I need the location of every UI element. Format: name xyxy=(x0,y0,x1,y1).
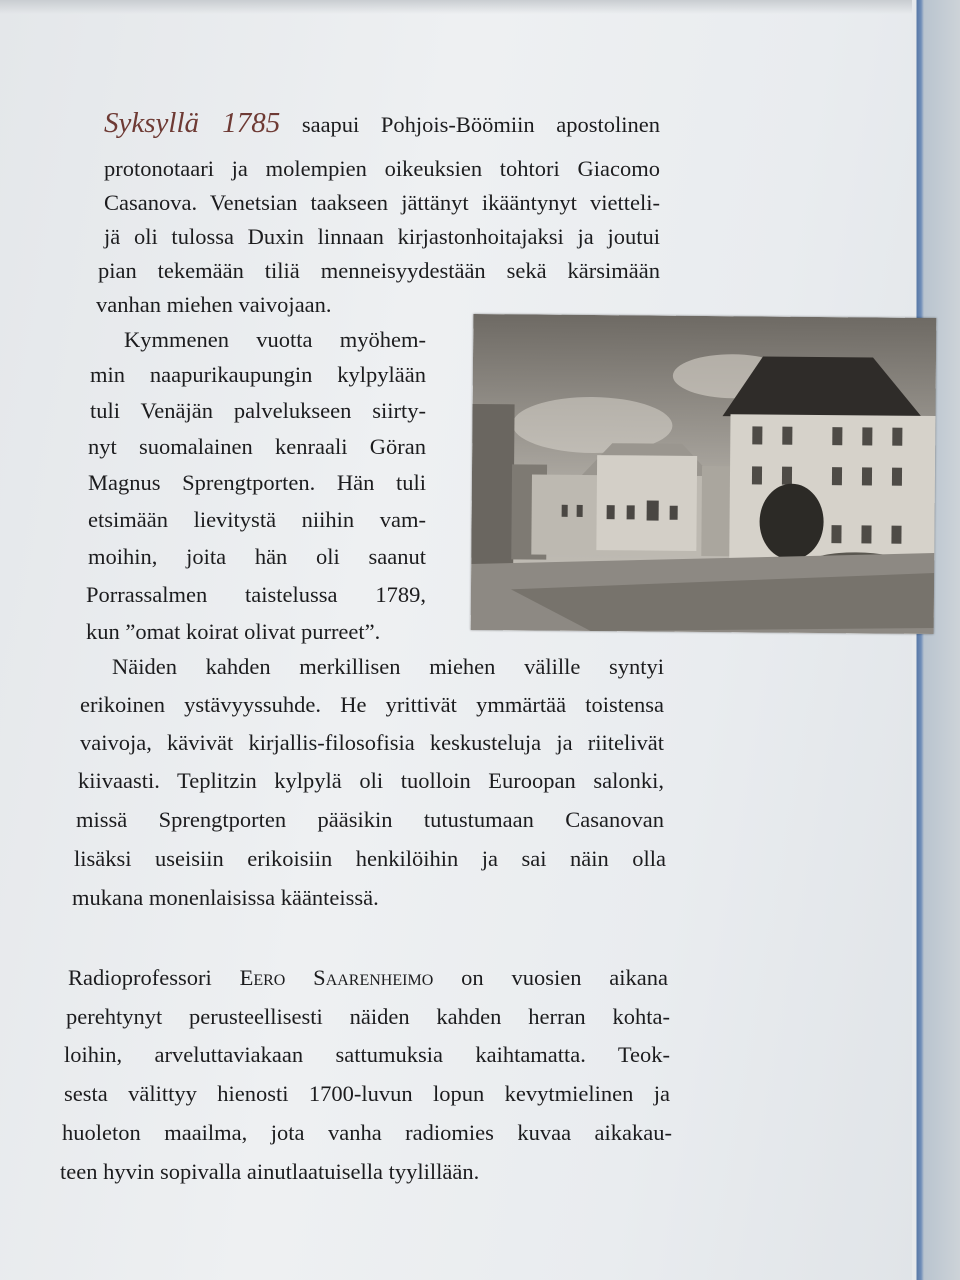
p4-line: loihin, arveluttaviakaan sattumuksia kaihtamatta. Teok- xyxy=(64,1042,670,1067)
p1-line: protonotaari ja molempien oikeuksien tohtori Giacomo xyxy=(104,156,660,181)
book-spine-edge xyxy=(912,0,960,1280)
text: on vuosien aikana xyxy=(461,965,669,990)
p2-line: Porrassalmen taistelussa 1789, xyxy=(86,582,426,607)
text: saapui Pohjois-Böömiin apostolinen xyxy=(301,112,660,137)
p3-line: lisäksi useisiin erikoisiin henkilöihin ja sai näin olla xyxy=(74,846,666,871)
p4-line: huoleton maailma, jota vanha radiomies kuvaa aikakau- xyxy=(62,1120,672,1145)
p4-line xyxy=(68,963,668,993)
p2-line: Kymmenen vuotta myöhem- xyxy=(124,327,426,352)
p2-line: nyt suomalainen kenraali Göran xyxy=(88,434,426,459)
top-shadow xyxy=(0,0,960,14)
p3-line: erikoinen ystävyyssuhde. He yrittivät ymmärtää toistensa xyxy=(80,692,664,717)
castle-photo xyxy=(471,314,937,634)
author-name: Eero Saarenheimo xyxy=(239,965,434,990)
p3-line: Näiden kahden merkillisen miehen välille syntyi xyxy=(112,654,664,679)
p4-line: perehtynyt perusteellisesti näiden kahden herran kohta- xyxy=(66,1004,670,1029)
p3-line: kiivaasti. Teplitzin kylpylä oli tuolloin Euroopan salonki, xyxy=(78,768,664,793)
p3-line: mukana monenlaisissa käänteissä. xyxy=(72,885,379,910)
p3-line: vaivoja, kävivät kirjallis-filosofisia keskusteluja ja riitelivät xyxy=(80,730,664,755)
castle-illustration xyxy=(471,314,937,634)
p3-line: missä Sprengtporten pääsikin tutustumaan Casanovan xyxy=(76,807,664,832)
p1-line xyxy=(104,108,660,140)
p1-line: Casanova. Venetsian taakseen jättänyt ikääntynyt vietteli- xyxy=(104,190,660,215)
p4-line: sesta välittyy hienosti 1700-luvun lopun kevytmielinen ja xyxy=(64,1081,670,1106)
p2-line: tuli Venäjän palvelukseen siirty- xyxy=(90,398,426,423)
p2-line: Magnus Sprengtporten. Hän tuli xyxy=(88,470,426,495)
p2-line: min naapurikaupungin kylpylään xyxy=(90,362,426,387)
p1-line: pian tekemään tiliä menneisyydestään sekä kärsimään xyxy=(98,258,660,283)
p2-line: kun ”omat koirat olivat purreet”. xyxy=(86,619,381,644)
p2-line: moihin, joita hän oli saanut xyxy=(88,544,426,569)
lead-text: Syksyllä 1785 xyxy=(104,107,281,139)
p2-line: etsimään lievitystä niihin vam- xyxy=(88,507,426,532)
p4-line: teen hyvin sopivalla ainutlaatuisella tyylillään. xyxy=(60,1159,480,1184)
text: Radioprofessori xyxy=(68,965,212,990)
p1-line: jä oli tulossa Duxin linnaan kirjastonhoitajaksi ja joutui xyxy=(104,224,660,249)
p1-line: vanhan miehen vaivojaan. xyxy=(96,292,332,317)
